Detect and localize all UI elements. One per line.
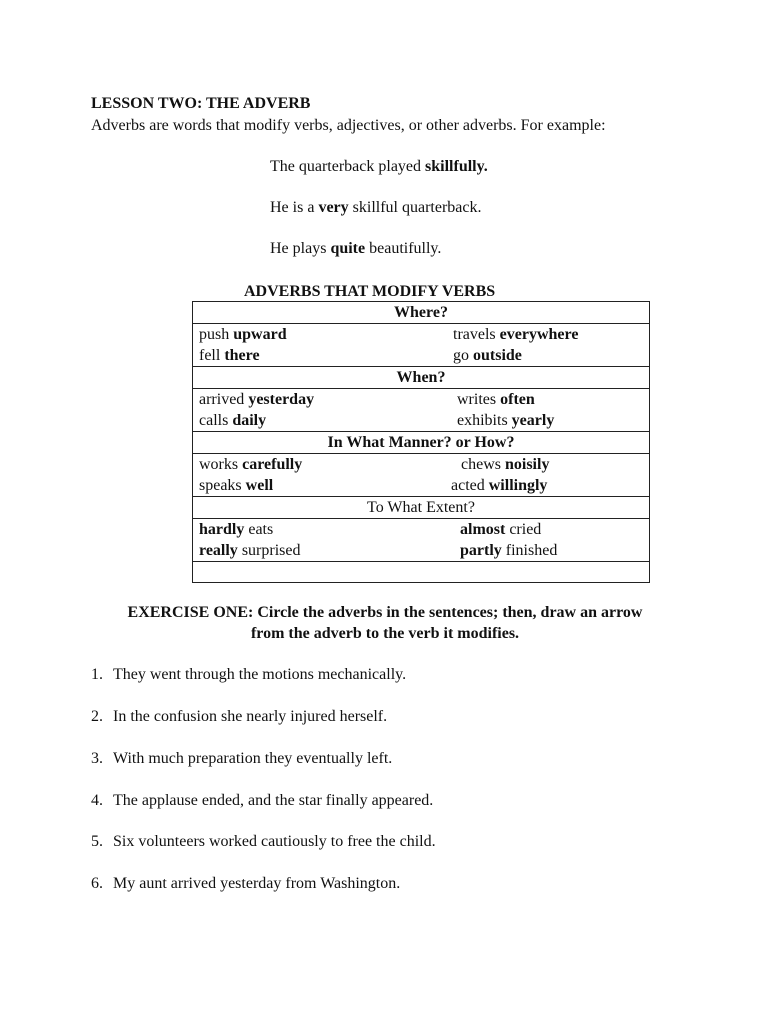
section-body-manner bbox=[193, 454, 649, 497]
item-text: With much preparation they eventually left. bbox=[113, 750, 393, 767]
exercise-title-line: from the adverb to the verb it modifies. bbox=[250, 625, 520, 642]
table-cell bbox=[199, 475, 273, 496]
table-cell bbox=[199, 454, 302, 475]
table-cell bbox=[453, 345, 522, 366]
section-header-where: Where? bbox=[193, 302, 649, 324]
table-cell bbox=[199, 389, 314, 410]
adverb-text: really bbox=[199, 542, 238, 559]
verb-text: chews bbox=[461, 456, 505, 473]
verb-text: works bbox=[199, 456, 243, 473]
adverb-text: upward bbox=[233, 326, 287, 343]
adverb-text: willingly bbox=[488, 477, 548, 494]
adverb-text: there bbox=[224, 347, 260, 364]
section-body-where bbox=[193, 324, 649, 367]
example-adverb: quite bbox=[330, 240, 366, 257]
item-number: 4. bbox=[91, 792, 103, 809]
exercise-item bbox=[91, 874, 400, 894]
exercise-title bbox=[80, 602, 690, 644]
table-cell bbox=[460, 519, 541, 540]
table-cell bbox=[199, 410, 266, 431]
table-title: ADVERBS THAT MODIFY VERBS bbox=[244, 283, 496, 300]
adverb-text: well bbox=[245, 477, 274, 494]
example-sentence bbox=[270, 198, 481, 218]
adverb-text: outside bbox=[473, 347, 522, 364]
section-header-manner: In What Manner? or How? bbox=[193, 432, 649, 454]
table-cell bbox=[199, 519, 273, 540]
item-text: My aunt arrived yesterday from Washington. bbox=[113, 875, 401, 892]
exercise-item bbox=[91, 749, 392, 769]
example-text: He plays bbox=[270, 240, 331, 257]
section-body-when bbox=[193, 389, 649, 432]
item-number: 1. bbox=[91, 666, 103, 683]
verb-text: go bbox=[453, 347, 473, 364]
table-cell bbox=[199, 324, 287, 345]
item-number: 6. bbox=[91, 875, 103, 892]
adverb-text: almost bbox=[460, 521, 506, 538]
exercise-item bbox=[91, 707, 387, 727]
adverb-text: carefully bbox=[242, 456, 303, 473]
item-text: The applause ended, and the star finally appeared. bbox=[113, 792, 434, 809]
example-text: beautifully. bbox=[365, 240, 442, 257]
exercise-item bbox=[91, 665, 406, 685]
table-cell bbox=[461, 454, 549, 475]
verb-text: speaks bbox=[199, 477, 246, 494]
lesson-intro: Adverbs are words that modify verbs, adjectives, or other adverbs. For example: bbox=[91, 117, 606, 134]
section-body-extent bbox=[193, 519, 649, 562]
adverb-text: yearly bbox=[511, 412, 555, 429]
verb-text: push bbox=[199, 326, 234, 343]
adverb-table bbox=[192, 301, 650, 583]
item-text: They went through the motions mechanically. bbox=[113, 666, 407, 683]
item-number: 5. bbox=[91, 833, 103, 850]
section-header-when: When? bbox=[193, 367, 649, 389]
verb-text: fell bbox=[199, 347, 225, 364]
adverb-text: everywhere bbox=[499, 326, 579, 343]
verb-text: calls bbox=[199, 412, 233, 429]
item-number: 2. bbox=[91, 708, 103, 725]
verb-text: acted bbox=[451, 477, 489, 494]
table-cell bbox=[460, 540, 557, 561]
verb-text: writes bbox=[457, 391, 501, 408]
table-cell bbox=[199, 345, 260, 366]
table-empty-row bbox=[193, 562, 649, 582]
verb-text: surprised bbox=[237, 542, 301, 559]
item-number: 3. bbox=[91, 750, 103, 767]
example-adverb: very bbox=[318, 199, 349, 216]
adverb-text: partly bbox=[460, 542, 502, 559]
table-cell bbox=[457, 410, 554, 431]
example-text: The quarterback played bbox=[270, 158, 426, 175]
adverb-text: often bbox=[500, 391, 535, 408]
table-cell bbox=[457, 389, 535, 410]
verb-text: finished bbox=[501, 542, 558, 559]
section-header-extent: To What Extent? bbox=[193, 497, 649, 519]
example-adverb: skillfully. bbox=[425, 158, 488, 175]
adverb-text: yesterday bbox=[248, 391, 315, 408]
adverb-text: daily bbox=[232, 412, 267, 429]
adverb-text: hardly bbox=[199, 521, 245, 538]
table-cell bbox=[199, 540, 300, 561]
exercise-item bbox=[91, 832, 436, 852]
verb-text: travels bbox=[453, 326, 500, 343]
example-text: skillful quarterback. bbox=[348, 199, 482, 216]
verb-text: arrived bbox=[199, 391, 249, 408]
lesson-title: LESSON TWO: THE ADVERB bbox=[91, 95, 311, 112]
adverb-text: noisily bbox=[504, 456, 550, 473]
verb-text: cried bbox=[505, 521, 542, 538]
item-text: Six volunteers worked cautiously to free the child. bbox=[113, 833, 436, 850]
exercise-item bbox=[91, 791, 433, 811]
verb-text: exhibits bbox=[457, 412, 512, 429]
example-text: He is a bbox=[270, 199, 319, 216]
example-sentence bbox=[270, 239, 441, 259]
exercise-title-line: EXERCISE ONE: Circle the adverbs in the sentences; then, draw an arrow bbox=[127, 604, 643, 621]
table-cell bbox=[451, 475, 547, 496]
item-text: In the confusion she nearly injured herself. bbox=[113, 708, 388, 725]
verb-text: eats bbox=[244, 521, 274, 538]
table-cell bbox=[453, 324, 578, 345]
example-sentence bbox=[270, 157, 488, 177]
